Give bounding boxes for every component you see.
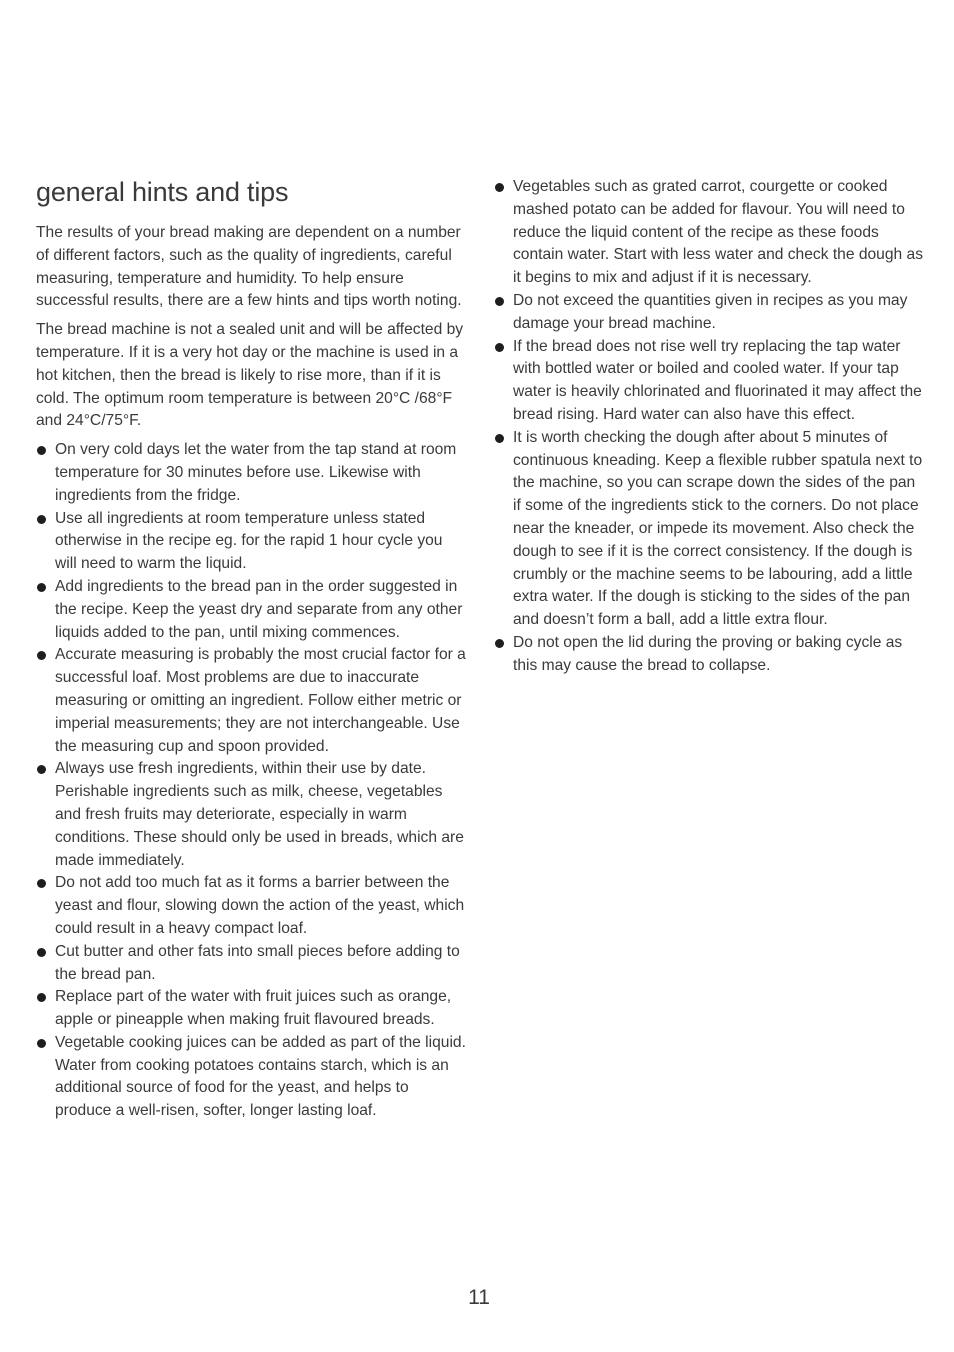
bullet-icon	[37, 993, 46, 1002]
bullet-icon	[37, 446, 46, 455]
list-item-text: Always use fresh ingredients, within their use by date. Perishable ingredients such as milk, cheese, vegetables and fresh fruits may deteriorate, especially in warm conditions. These should only be used in breads, which are made immediately.	[55, 760, 464, 869]
list-item-text: Vegetables such as grated carrot, courgette or cooked mashed potato can be added for flavour. You will need to reduce the liquid content of the recipe as these foods contain water. Start with less water and check the dough as it begins to mix and adjust if it is necessary.	[513, 178, 923, 287]
left-column	[36, 174, 468, 1123]
bullet-icon	[37, 765, 46, 774]
bullet-icon	[37, 879, 46, 888]
intro-paragraph: The bread machine is not a sealed unit and will be affected by temperature. If it is a very hot day or the machine is used in a hot kitchen, then the bread is likely to rise more, than if it is cold. The optimum room temperature is between 20°C /68°F and 24°C/75°F.	[36, 321, 464, 430]
tips-list-left	[36, 439, 468, 1123]
bullet-icon	[495, 434, 504, 443]
list-item-text: Add ingredients to the bread pan in the order suggested in the recipe. Keep the yeast dry and separate from any other liquids added to the pan, until mixing commences.	[55, 577, 463, 641]
bullet-icon	[37, 651, 46, 660]
list-item-text: Vegetable cooking juices can be added as part of the liquid. Water from cooking potatoes contains starch, which is an additional source of food for the yeast, and helps to produce a well-risen, softer, longer lasting loaf.	[55, 1033, 466, 1120]
bullet-icon	[37, 948, 46, 957]
list-item	[36, 872, 468, 940]
list-item	[36, 941, 468, 987]
list-item	[494, 176, 924, 290]
bullet-icon	[37, 515, 46, 524]
bullet-icon	[495, 297, 504, 306]
list-item-text: On very cold days let the water from the tap stand at room temperature for 30 minutes before use. Likewise with ingredients from the fridge.	[55, 441, 457, 504]
list-item	[36, 758, 468, 872]
list-item	[36, 508, 468, 576]
bullet-icon	[37, 583, 46, 592]
list-item-text: Replace part of the water with fruit juices such as orange, apple or pineapple when making fruit flavoured breads.	[55, 988, 452, 1029]
intro-paragraph: The results of your bread making are dependent on a number of different factors, such as the quality of ingredients, careful measuring, temperature and humidity. To help ensure successful results, there are a few hints and tips worth noting.	[36, 224, 462, 310]
bullet-icon	[37, 1039, 46, 1048]
list-item-text: If the bread does not rise well try replacing the tap water with bottled water or boiled and cooled water. If your tap water is heavily chlorinated and fluorinated it may affect the bread rising. Hard water can also have this effect.	[513, 337, 922, 423]
tips-list-right	[494, 176, 924, 678]
list-item-text: Do not exceed the quantities given in recipes as you may damage your bread machine.	[513, 291, 908, 332]
list-item-text: Use all ingredients at room temperature unless stated otherwise in the recipe eg. for the rapid 1 hour cycle you will need to warm the liquid.	[55, 509, 443, 573]
page-title: general hints and tips	[36, 177, 289, 207]
list-item	[494, 427, 924, 632]
list-item-text: Accurate measuring is probably the most crucial factor for a successful loaf. Most problems are due to inaccurate measuring or omitting an ingredient. Follow either metric or imperial measurements; they are not interchangeable. Use the measuring cup and spoon provided.	[55, 646, 466, 755]
bullet-icon	[495, 639, 504, 648]
bullet-icon	[495, 343, 504, 352]
list-item	[36, 644, 468, 758]
list-item-text: It is worth checking the dough after about 5 minutes of continuous kneading. Keep a flexible rubber spatula next to the machine, so you can scrape down the sides of the pan if some of the ingredients stick to the corners. Do not place near the kneader, or impede its movement. Also check the dough to see if it is the correct consistency. If the dough is crumbly or the machine seems to be labouring, add a little extra water. If the dough is sticking to the sides of the pan and doesn’t form a ball, add a little extra flour.	[513, 428, 923, 629]
list-item	[494, 632, 924, 678]
list-item-text: Cut butter and other fats into small pieces before adding to the bread pan.	[55, 942, 460, 983]
list-item-text: Do not add too much fat as it forms a barrier between the yeast and flour, slowing down the action of the yeast, which could result in a heavy compact loaf.	[55, 874, 465, 937]
list-item	[494, 336, 924, 427]
list-item	[494, 290, 924, 336]
page-number: 11	[468, 1286, 490, 1309]
bullet-icon	[495, 183, 504, 192]
list-item	[36, 439, 468, 507]
right-column	[494, 176, 924, 678]
list-item	[36, 986, 468, 1032]
list-item	[36, 1032, 468, 1123]
list-item-text: Do not open the lid during the proving or baking cycle as this may cause the bread to collapse.	[513, 633, 903, 674]
list-item	[36, 576, 468, 644]
